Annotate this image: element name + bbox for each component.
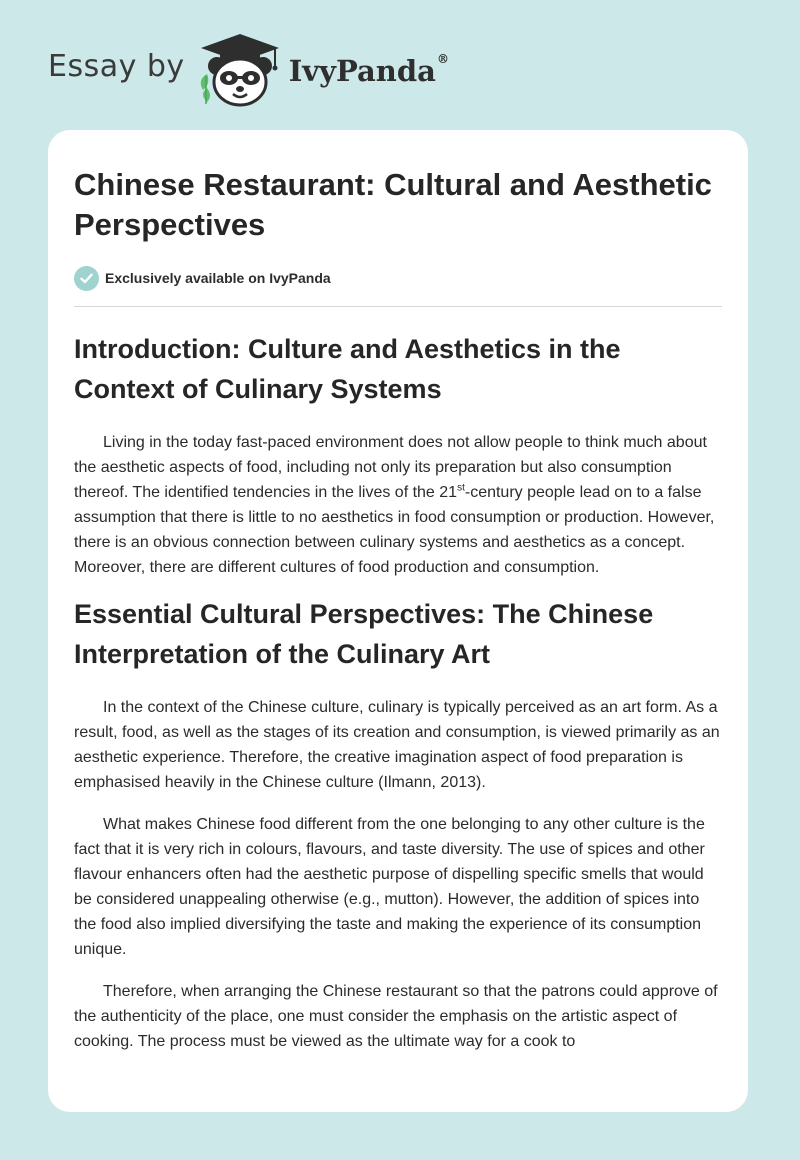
panda-graduate-icon (195, 32, 285, 108)
paragraph: In the context of the Chinese culture, culinary is typically perceived as an art form. As a result, food, as well as the stages of its creation and consumption, is viewed primarily as an aesthetic experience. Therefore, the creative imagination aspect of food preparation is emphasised heavily in the Chinese culture (Ilmann, 2013). (74, 699, 720, 791)
paragraph: Living in the today fast-paced environment does not allow people to think much about the aesthetic aspects of food, including not only its preparation but also consumption thereof. The identified tendencies in the lives of the 21st-century people lead on to a false assumption that there is little to no aesthetics in food consumption or production. However, there is an obvious connection between culinary systems and aesthetics as a concept. Moreover, there are different cultures of food production and consumption. (74, 434, 715, 576)
check-circle-icon (74, 266, 99, 291)
paragraph: What makes Chinese food different from the one belonging to any other culture is the fact that it is very rich in colours, flavours, and taste diversity. The use of spices and other flavour enhancers often had the aesthetic purpose of dispelling specific smells that would be considered unappealing otherwise (e.g., mutton). However, the addition of spices into the food also implied diversifying the taste and making the experience of its consumption unique. (74, 816, 705, 958)
exclusive-badge (74, 265, 722, 291)
page-title: Chinese Restaurant: Cultural and Aesthetic Perspectives (74, 167, 712, 242)
paragraph: Therefore, when arranging the Chinese restaurant so that the patrons could approve of the authenticity of the place, one must consider the emphasis on the artistic aspect of cooking. The process must be viewed as the ultimate way for a cook to (74, 983, 718, 1050)
section-heading-essential-perspectives: Essential Cultural Perspectives: The Chinese Interpretation of the Culinary Art (74, 599, 654, 669)
article-card (48, 130, 748, 1112)
section-heading-introduction: Introduction: Culture and Aesthetics in the Context of Culinary Systems (74, 334, 621, 404)
brand-prefix: Essay by (48, 48, 185, 84)
badge-text: Exclusively available on IvyPanda (105, 270, 331, 286)
brand-name: IvyPanda® (288, 52, 449, 88)
divider (74, 306, 722, 307)
brand-header[interactable] (48, 30, 449, 110)
